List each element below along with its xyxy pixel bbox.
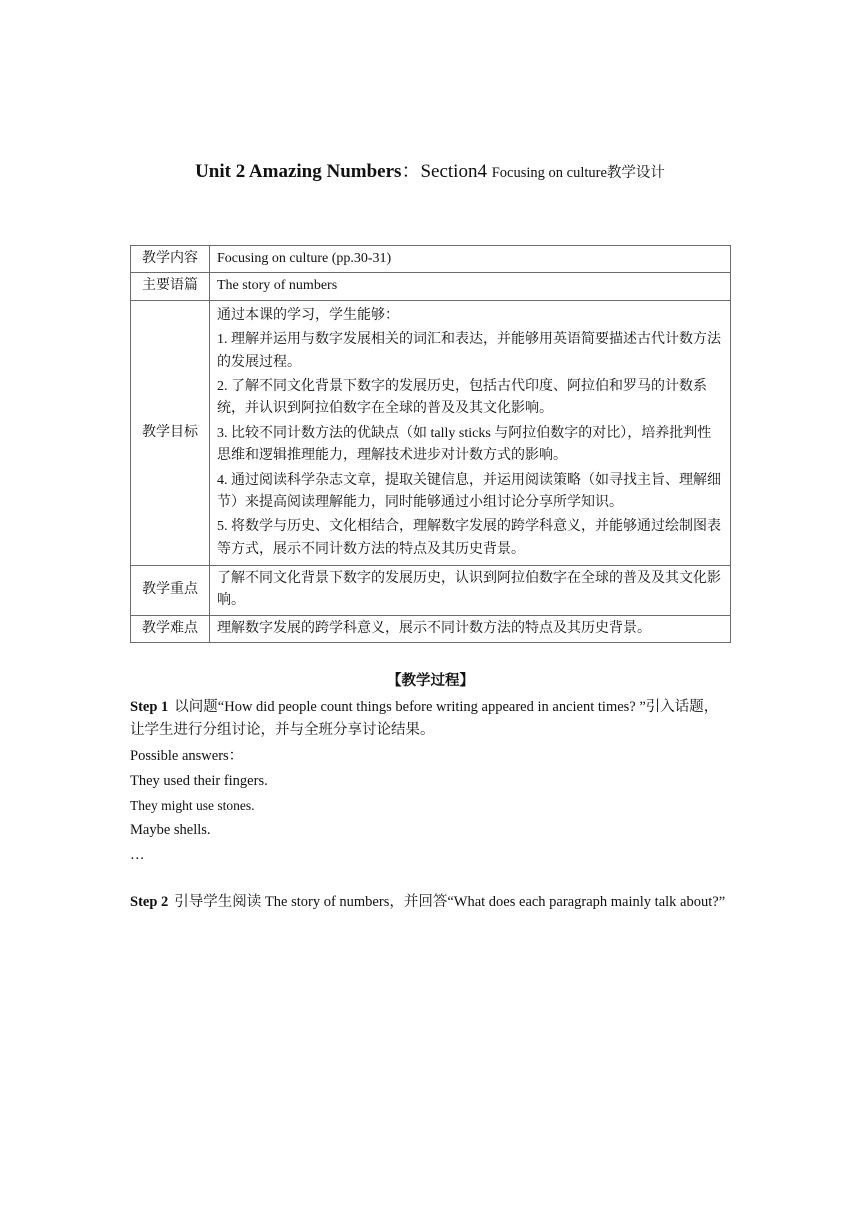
- row-label: 主要语篇: [131, 273, 210, 300]
- row-value: 理解数字发展的跨学科意义，展示不同计数方法的特点及其历史背景。: [210, 615, 731, 642]
- answer-item: Maybe shells.: [130, 821, 211, 838]
- answer-item: They might use stones.: [130, 797, 255, 813]
- title-section: Section4: [420, 161, 492, 182]
- table-row: [131, 273, 731, 300]
- table-row: [131, 246, 731, 273]
- process-heading: 【教学过程】: [387, 673, 474, 689]
- goal-item: 3. 比较不同计数方法的优缺点（如 tally sticks 与阿拉伯数字的对比），培养批判性思维和逻辑推理能力，理解技术进步对计数方式的影响。: [217, 425, 712, 464]
- step-1-text: 以问题“How did people count things before writing appeared in ancient times? ”引入话题，让学生进行分组讨论，并与全班分享讨论结果。: [130, 699, 719, 739]
- goal-item: 2. 了解不同文化背景下数字的发展历史，包括古代印度、阿拉伯和罗马的计数系统，并认识到阿拉伯数字在全球的普及及其文化影响。: [217, 378, 707, 417]
- row-value: The story of numbers: [210, 273, 731, 300]
- step-1: [130, 696, 731, 742]
- goals-intro: 通过本课的学习，学生能够：: [217, 307, 399, 323]
- title-unit: Unit 2 Amazing Numbers: [195, 161, 402, 182]
- row-label: 教学目标: [131, 300, 210, 565]
- step-2-label: Step 2: [130, 893, 169, 910]
- step-2-text: 引导学生阅读 The story of numbers，并回答“What does each paragraph mainly talk about?”: [174, 893, 726, 910]
- answer-item: …: [130, 846, 145, 863]
- row-value: Focusing on culture (pp.30-31): [210, 246, 731, 273]
- lesson-plan-table: [130, 245, 731, 643]
- table-row: [131, 300, 731, 565]
- title-subtitle: Focusing on culture教学设计: [491, 165, 665, 181]
- answer-item: They used their fingers.: [130, 772, 268, 789]
- goal-item: 4. 通过阅读科学杂志文章，提取关键信息，并运用阅读策略（如寻找主旨、理解细节）来提高阅读理解能力，同时能够通过小组讨论分享所学知识。: [217, 472, 721, 510]
- row-value: 了解不同文化背景下数字的发展历史，认识到阿拉伯数字在全球的普及及其文化影响。: [210, 566, 731, 616]
- title-separator: ：: [401, 161, 421, 182]
- step-2: [130, 891, 731, 914]
- table-row: [131, 615, 731, 642]
- goal-item: 5. 将数学与历史、文化相结合，理解数字发展的跨学科意义，并能够通过绘制图表等方式，展示不同计数方法的特点及其历史背景。: [217, 519, 721, 557]
- step-1-label: Step 1: [130, 699, 169, 716]
- spacer: [130, 869, 731, 891]
- goal-item: 1. 理解并运用与数字发展相关的词汇和表达，并能够用英语简要描述古代计数方法的发展过程。: [217, 332, 721, 370]
- teaching-process: [130, 670, 731, 916]
- row-label: 教学内容: [131, 246, 210, 273]
- table-row: [131, 566, 731, 616]
- document-title: [0, 156, 860, 183]
- row-label: 教学重点: [131, 566, 210, 616]
- possible-answers-label: Possible answers：: [130, 747, 244, 764]
- goals-cell: [210, 300, 731, 565]
- row-label: 教学难点: [131, 615, 210, 642]
